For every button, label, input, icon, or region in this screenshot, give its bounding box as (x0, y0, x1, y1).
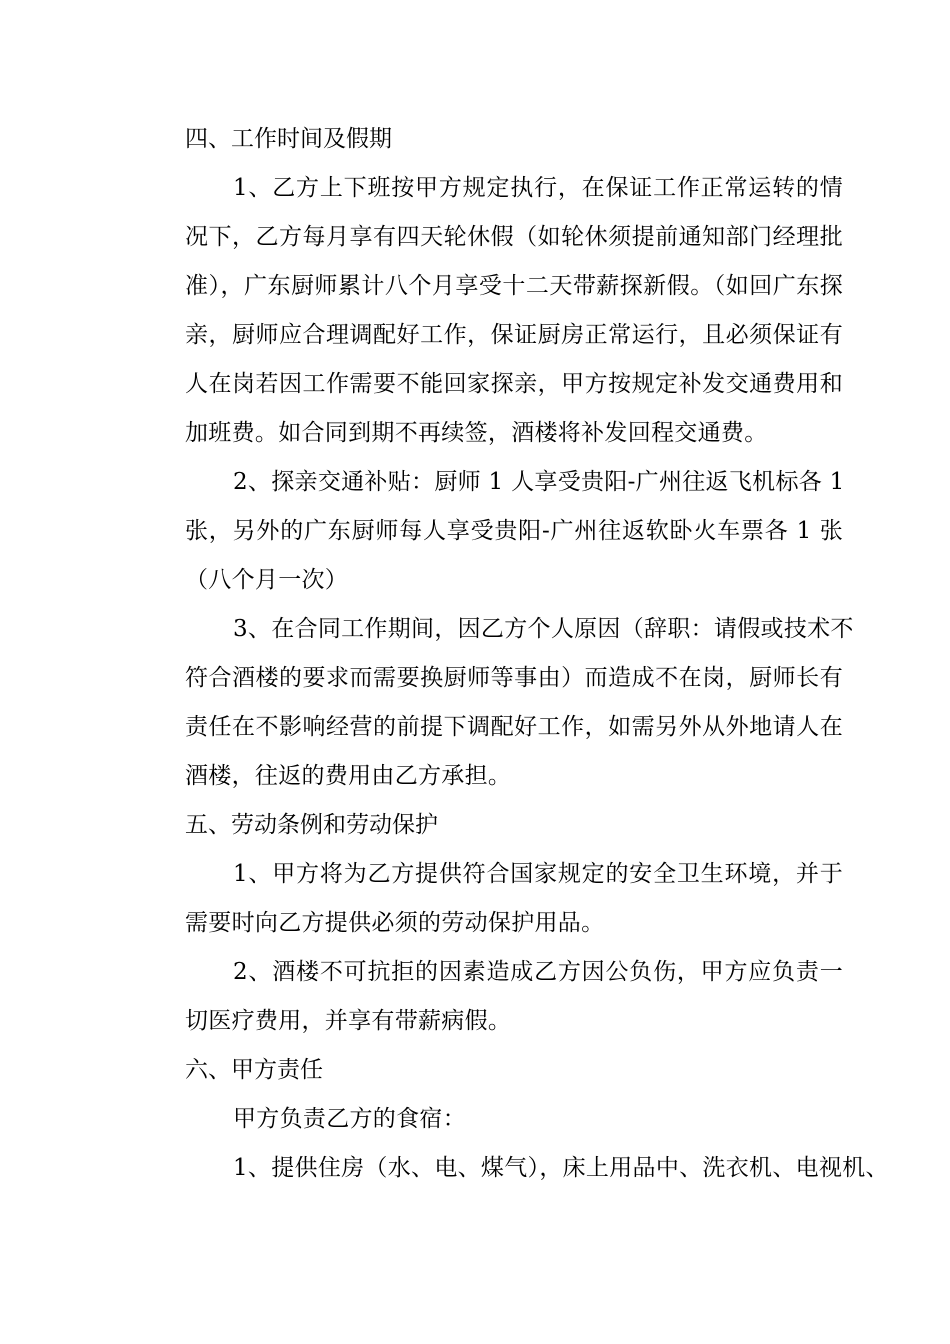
section-heading-4: 四、工作时间及假期 (185, 126, 392, 152)
text-line: 切医疗费用，并享有带薪病假。 (185, 1008, 512, 1034)
paragraph-4-2 (137, 458, 843, 605)
text-line: 人在岗若因工作需要不能回家探亲，甲方按规定补发交通费用和 (185, 371, 843, 397)
text-line: 酒楼，往返的费用由乙方承担。 (185, 763, 512, 789)
text-line: （八个月一次） (185, 567, 349, 593)
text-line: 况下，乙方每月享有四天轮休假（如轮休须提前通知部门经理批 (185, 224, 843, 250)
document-body (137, 115, 889, 1193)
paragraph-6-intro (137, 1095, 843, 1144)
text-line: 3、在合同工作期间，因乙方个人原因（辞职：请假或技术不 (233, 616, 854, 642)
paragraph-4-1 (137, 164, 843, 458)
text-line: 1、提供住房（水、电、煤气），床上用品中、洗衣机、电视机、 (233, 1155, 889, 1181)
paragraph-5-2 (137, 948, 843, 1046)
text-line: 1、甲方将为乙方提供符合国家规定的安全卫生环境，并于 (233, 861, 843, 887)
text-line: 甲方负责乙方的食宿： (233, 1106, 466, 1132)
text-line: 1、乙方上下班按甲方规定执行，在保证工作正常运转的情 (233, 175, 843, 201)
text-line: 需要时向乙方提供必须的劳动保护用品。 (185, 910, 605, 936)
paragraph-5-1 (137, 850, 843, 948)
text-line: 准），广东厨师累计八个月享受十二天带薪探新假。（如回广东探 (185, 273, 843, 299)
text-line: 2、酒楼不可抗拒的因素造成乙方因公负伤，甲方应负责一 (233, 959, 843, 985)
text-line: 张，另外的广东厨师每人享受贵阳-广州往返软卧火车票各 1 张 (185, 518, 843, 544)
text-line: 加班费。如合同到期不再续签，酒楼将补发回程交通费。 (185, 420, 768, 446)
text-line: 责任在不影响经营的前提下调配好工作，如需另外从外地请人在 (185, 714, 843, 740)
text-line: 亲，厨师应合理调配好工作，保证厨房正常运行，且必须保证有 (185, 322, 843, 348)
text-line: 2、探亲交通补贴：厨师 1 人享受贵阳-广州往返飞机标各 1 (233, 469, 845, 495)
paragraph-4-3 (137, 605, 854, 801)
section-heading-5: 五、劳动条例和劳动保护 (185, 812, 438, 838)
text-line: 符合酒楼的要求而需要换厨师等事由）而造成不在岗，厨师长有 (185, 665, 843, 691)
paragraph-6-1 (137, 1144, 889, 1193)
section-heading-6: 六、甲方责任 (185, 1057, 323, 1083)
